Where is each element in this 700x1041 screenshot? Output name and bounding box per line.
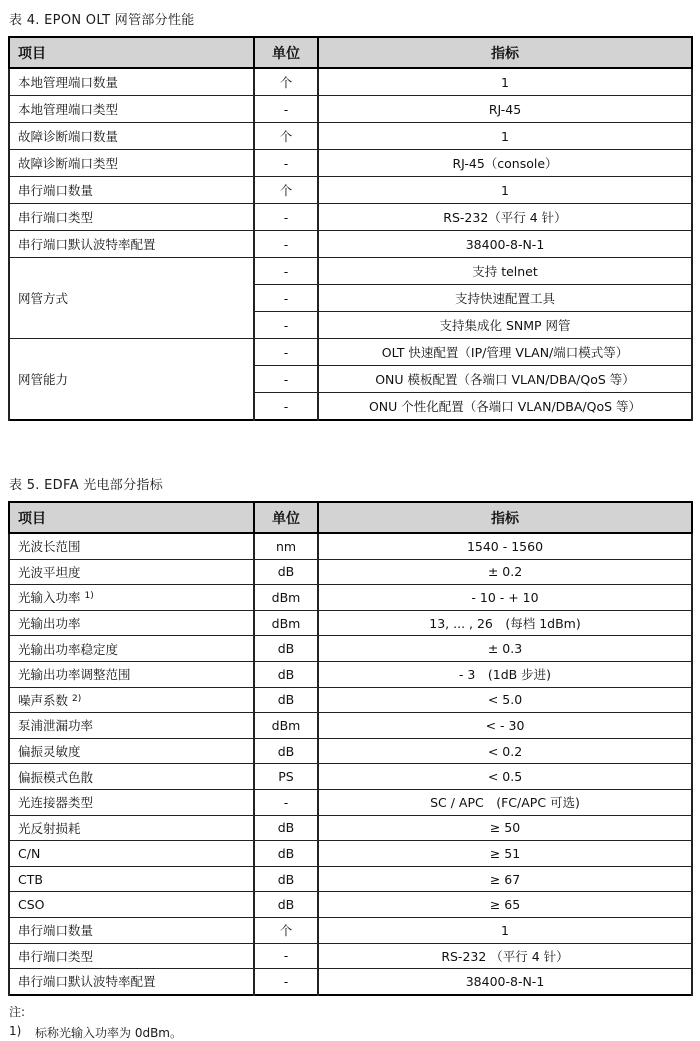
value-cell: - 3 (1dB 步进) [318,661,692,687]
value-cell: 38400-8-N-1 [318,969,692,995]
value-cell: - 10 - + 10 [318,585,692,611]
unit-cell: - [254,943,318,969]
column-header-unit: 单位 [254,502,318,533]
item-cell: 串行端口默认波特率配置 [9,969,254,995]
table-row [9,68,692,96]
item-cell: 网管能力 [9,339,254,421]
value-cell: < 5.0 [318,687,692,713]
value-cell: RS-232（平行 4 针） [318,204,692,231]
unit-cell: dB [254,841,318,867]
item-cell: 故障诊断端口类型 [9,150,254,177]
table-row [9,917,692,943]
item-cell: 偏振模式色散 [9,764,254,790]
table-row [9,533,692,559]
item-cell: 偏振灵敏度 [9,738,254,764]
column-header-unit: 单位 [254,37,318,68]
item-cell: C/N [9,841,254,867]
column-header-item: 项目 [9,37,254,68]
table-row [9,150,692,177]
item-cell: CSO [9,892,254,918]
item-cell: 串行端口数量 [9,917,254,943]
unit-cell: dBm [254,585,318,611]
value-cell: < - 30 [318,713,692,739]
unit-cell: dB [254,738,318,764]
value-cell: 1 [318,177,692,204]
value-cell: < 0.5 [318,764,692,790]
item-cell: 故障诊断端口数量 [9,123,254,150]
unit-cell: - [254,231,318,258]
value-cell: 1 [318,68,692,96]
item-cell: 光输出功率稳定度 [9,636,254,662]
unit-cell: dB [254,636,318,662]
header-row [9,502,692,533]
item-cell: 光反射损耗 [9,815,254,841]
table-row [9,713,692,739]
unit-cell: 个 [254,123,318,150]
table-row [9,969,692,995]
unit-cell: 个 [254,917,318,943]
item-cell: 串行端口数量 [9,177,254,204]
value-cell: SC / APC (FC/APC 可选) [318,789,692,815]
note-text: 标称光输入功率为 0dBm。 [35,1025,182,1040]
unit-cell: nm [254,533,318,559]
table-row [9,815,692,841]
value-cell: RJ-45（console） [318,150,692,177]
unit-cell: dB [254,559,318,585]
epon-olt-nms-table [8,36,693,421]
item-cell: CTB [9,866,254,892]
note-number: 1) [9,1023,22,1038]
unit-cell: - [254,969,318,995]
table-row [9,789,692,815]
value-cell: ≥ 65 [318,892,692,918]
footnotes [9,1003,692,1041]
unit-cell: - [254,312,318,339]
value-cell: RJ-45 [318,96,692,123]
item-cell: 串行端口类型 [9,204,254,231]
column-header-value: 指标 [318,502,692,533]
table-row [9,96,692,123]
header-row [9,37,692,68]
notes-label: 注: [9,1004,26,1019]
item-cell: 光波长范围 [9,533,254,559]
value-cell: 1 [318,917,692,943]
item-cell: 光输入功率 $^{1)}$ [9,585,254,611]
value-cell: ≥ 50 [318,815,692,841]
unit-cell: - [254,366,318,393]
table4-title: 表 4. EPON OLT 网管部分性能 [9,13,195,28]
item-cell: 本地管理端口数量 [9,68,254,96]
item-cell: 本地管理端口类型 [9,96,254,123]
value-cell: ONU 个性化配置（各端口 VLAN/DBA/QoS 等） [318,393,692,421]
value-cell: 支持集成化 SNMP 网管 [318,312,692,339]
unit-cell: dBm [254,713,318,739]
unit-cell: - [254,393,318,421]
table-row [9,866,692,892]
value-cell: 13, ... , 26 (每档 1dBm) [318,610,692,636]
value-cell: < 0.2 [318,738,692,764]
value-cell: RS-232 （平行 4 针） [318,943,692,969]
table-row [9,177,692,204]
table-row [9,687,692,713]
table-row [9,764,692,790]
unit-cell: - [254,96,318,123]
unit-cell: dBm [254,610,318,636]
item-cell: 光输出功率调整范围 [9,661,254,687]
value-cell: 支持快速配置工具 [318,285,692,312]
value-cell: ± 0.2 [318,559,692,585]
column-header-value: 指标 [318,37,692,68]
unit-cell: 个 [254,177,318,204]
table-row [9,610,692,636]
table-row [9,258,692,285]
table-row [9,204,692,231]
item-cell: 网管方式 [9,258,254,339]
item-cell: 串行端口默认波特率配置 [9,231,254,258]
value-cell: 38400-8-N-1 [318,231,692,258]
value-cell: 1 [318,123,692,150]
unit-cell: - [254,789,318,815]
unit-cell: dB [254,687,318,713]
item-cell: 噪声系数 $^{2)}$ [9,687,254,713]
unit-cell: PS [254,764,318,790]
unit-cell: - [254,204,318,231]
table-row [9,892,692,918]
table-row [9,231,692,258]
value-cell: ONU 模板配置（各端口 VLAN/DBA/QoS 等） [318,366,692,393]
table-row [9,661,692,687]
unit-cell: dB [254,815,318,841]
column-header-item: 项目 [9,502,254,533]
table-row [9,636,692,662]
table-row [9,559,692,585]
table5-title: 表 5. EDFA 光电部分指标 [9,478,164,493]
table-row [9,841,692,867]
value-cell: ± 0.3 [318,636,692,662]
value-cell: ≥ 51 [318,841,692,867]
value-cell: ≥ 67 [318,866,692,892]
value-cell: 支持 telnet [318,258,692,285]
edfa-spec-table [8,501,693,996]
unit-cell: - [254,285,318,312]
item-cell: 光输出功率 [9,610,254,636]
item-cell: 串行端口类型 [9,943,254,969]
table-row [9,738,692,764]
item-cell: 泵浦泄漏功率 [9,713,254,739]
unit-cell: 个 [254,68,318,96]
table-row [9,943,692,969]
table-row [9,585,692,611]
table-row [9,123,692,150]
value-cell: 1540 - 1560 [318,533,692,559]
table-row [9,339,692,366]
unit-cell: dB [254,661,318,687]
footnote-marker: 1) [84,591,94,602]
value-cell: OLT 快速配置（IP/管理 VLAN/端口模式等） [318,339,692,366]
unit-cell: dB [254,866,318,892]
note-item [9,1024,692,1041]
unit-cell: - [254,150,318,177]
unit-cell: - [254,339,318,366]
unit-cell: dB [254,892,318,918]
item-cell: 光波平坦度 [9,559,254,585]
unit-cell: - [254,258,318,285]
item-cell: 光连接器类型 [9,789,254,815]
footnote-marker: 2) [72,693,82,704]
